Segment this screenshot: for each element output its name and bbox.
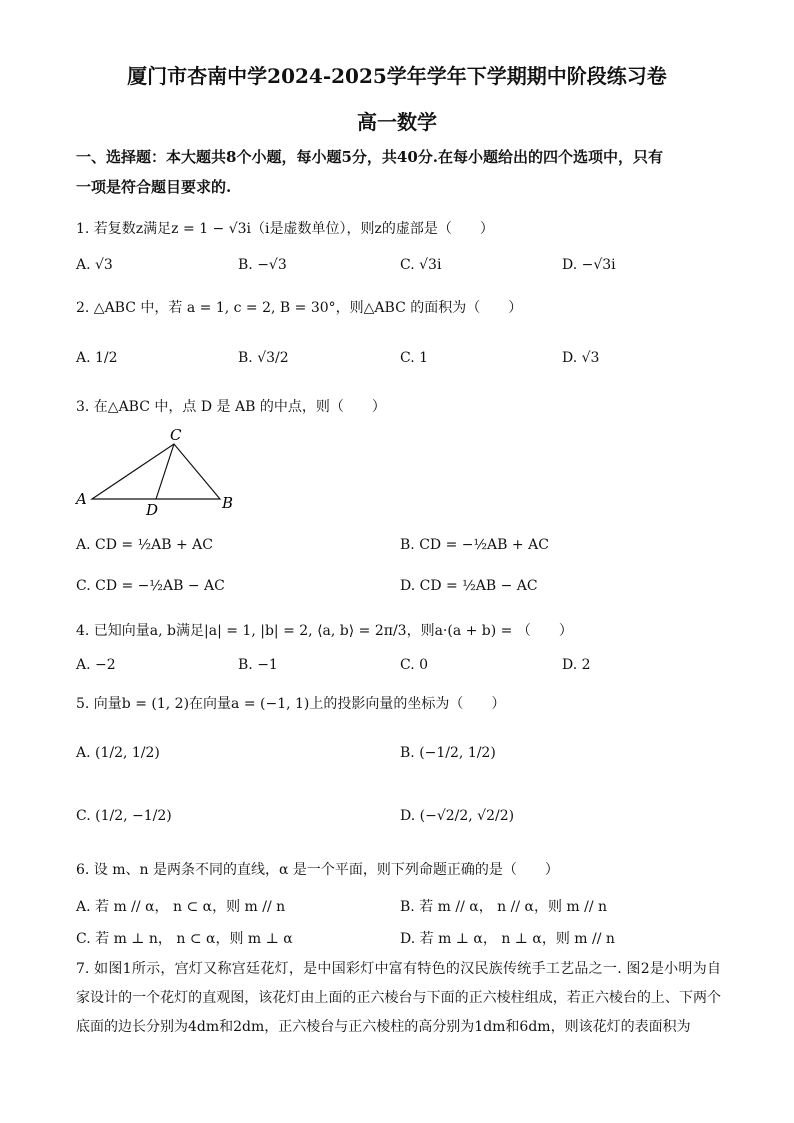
q4-option-d: D. 2 (562, 657, 591, 673)
q3-option-d: D. CD = ½AB − AC (400, 578, 538, 594)
q6-option-b: B. 若 m // α， n // α，则 m // n (400, 899, 608, 915)
question-2-stem: 2. △ABC 中，若 a = 1, c = 2, B = 30°，则△ABC 的面积为（ ） (76, 300, 523, 316)
q2-option-d: D. √3 (562, 350, 600, 366)
exam-subject: 高一数学 (357, 110, 437, 134)
q1-option-c: C. √3i (400, 257, 442, 273)
question-4-stem: 4. 已知向量a, b满足|a| = 1, |b| = 2, ⟨a, b⟩ = 2π/3，则a·(a + b) = （ ） (76, 623, 573, 639)
question-3-stem: 3. 在△ABC 中，点 D 是 AB 的中点，则（ ） (76, 399, 386, 415)
median-cd (156, 444, 174, 499)
q6-option-d: D. 若 m ⊥ α， n ⊥ α，则 m // n (400, 931, 615, 947)
q6-option-c: C. 若 m ⊥ n， n ⊂ α，则 m ⊥ α (76, 931, 293, 947)
question-5-stem: 5. 向量b = (1, 2)在向量a = (−1, 1)上的投影向量的坐标为（ ） (76, 696, 506, 712)
q5-option-c: C. (1/2, −1/2) (76, 808, 172, 824)
q5-option-b: B. (−1/2, 1/2) (400, 745, 496, 761)
q2-option-b: B. √3/2 (238, 350, 289, 366)
q5-option-d: D. (−√2/2, √2/2) (400, 808, 515, 824)
q4-option-a: A. −2 (76, 657, 116, 673)
q5-option-a: A. (1/2, 1/2) (76, 745, 160, 761)
section-heading-line1: 一、选择题：本大题共8个小题，每小题5分，共40分.在每小题给出的四个选项中，只有 (76, 148, 663, 166)
question-7-text: 7. 如图1所示，宫灯又称宫廷花灯，是中国彩灯中富有特色的汉民族传统手工艺品之一. 图2是小明为自家设计的一个花灯的直观图，该花灯由上面的正六棱台与下面的正六棱柱组成，若正六棱台的上、下两个底面的边长分别为4dm和2dm，正六棱台与正六棱柱的高分别为1dm和6dm，则该花灯的表面积为 (76, 961, 721, 1035)
q3-option-c: C. CD = −½AB − AC (76, 578, 225, 594)
q1-option-d: D. −√3i (562, 257, 616, 273)
vertex-label-c: C (170, 426, 182, 444)
vertex-label-a: A (76, 490, 87, 508)
section-heading-line2: 一项是符合题目要求的. (76, 178, 232, 196)
question-1-stem: 1. 若复数z满足z = 1 − √3i（i是虚数单位），则z的虚部是（ ） (76, 221, 494, 237)
q3-option-b: B. CD = −½AB + AC (400, 537, 549, 553)
exam-title: 厦门市杏南中学2024-2025学年学年下学期期中阶段练习卷 (127, 64, 667, 88)
question-6-stem: 6. 设 m、n 是两条不同的直线，α 是一个平面，则下列命题正确的是（ ） (76, 862, 559, 878)
q2-option-c: C. 1 (400, 350, 429, 366)
vertex-label-b: B (222, 494, 234, 512)
q2-option-a: A. 1/2 (76, 350, 118, 366)
q6-option-a: A. 若 m // α， n ⊂ α，则 m // n (76, 899, 286, 915)
q1-option-a: A. √3 (76, 257, 113, 273)
q1-option-b: B. −√3 (238, 257, 287, 273)
q4-option-c: C. 0 (400, 657, 429, 673)
triangle-figure (72, 424, 242, 518)
q4-option-b: B. −1 (238, 657, 278, 673)
triangle-abc (92, 444, 220, 499)
point-label-d: D (146, 501, 159, 518)
q3-option-a: A. CD = ½AB + AC (76, 537, 213, 553)
